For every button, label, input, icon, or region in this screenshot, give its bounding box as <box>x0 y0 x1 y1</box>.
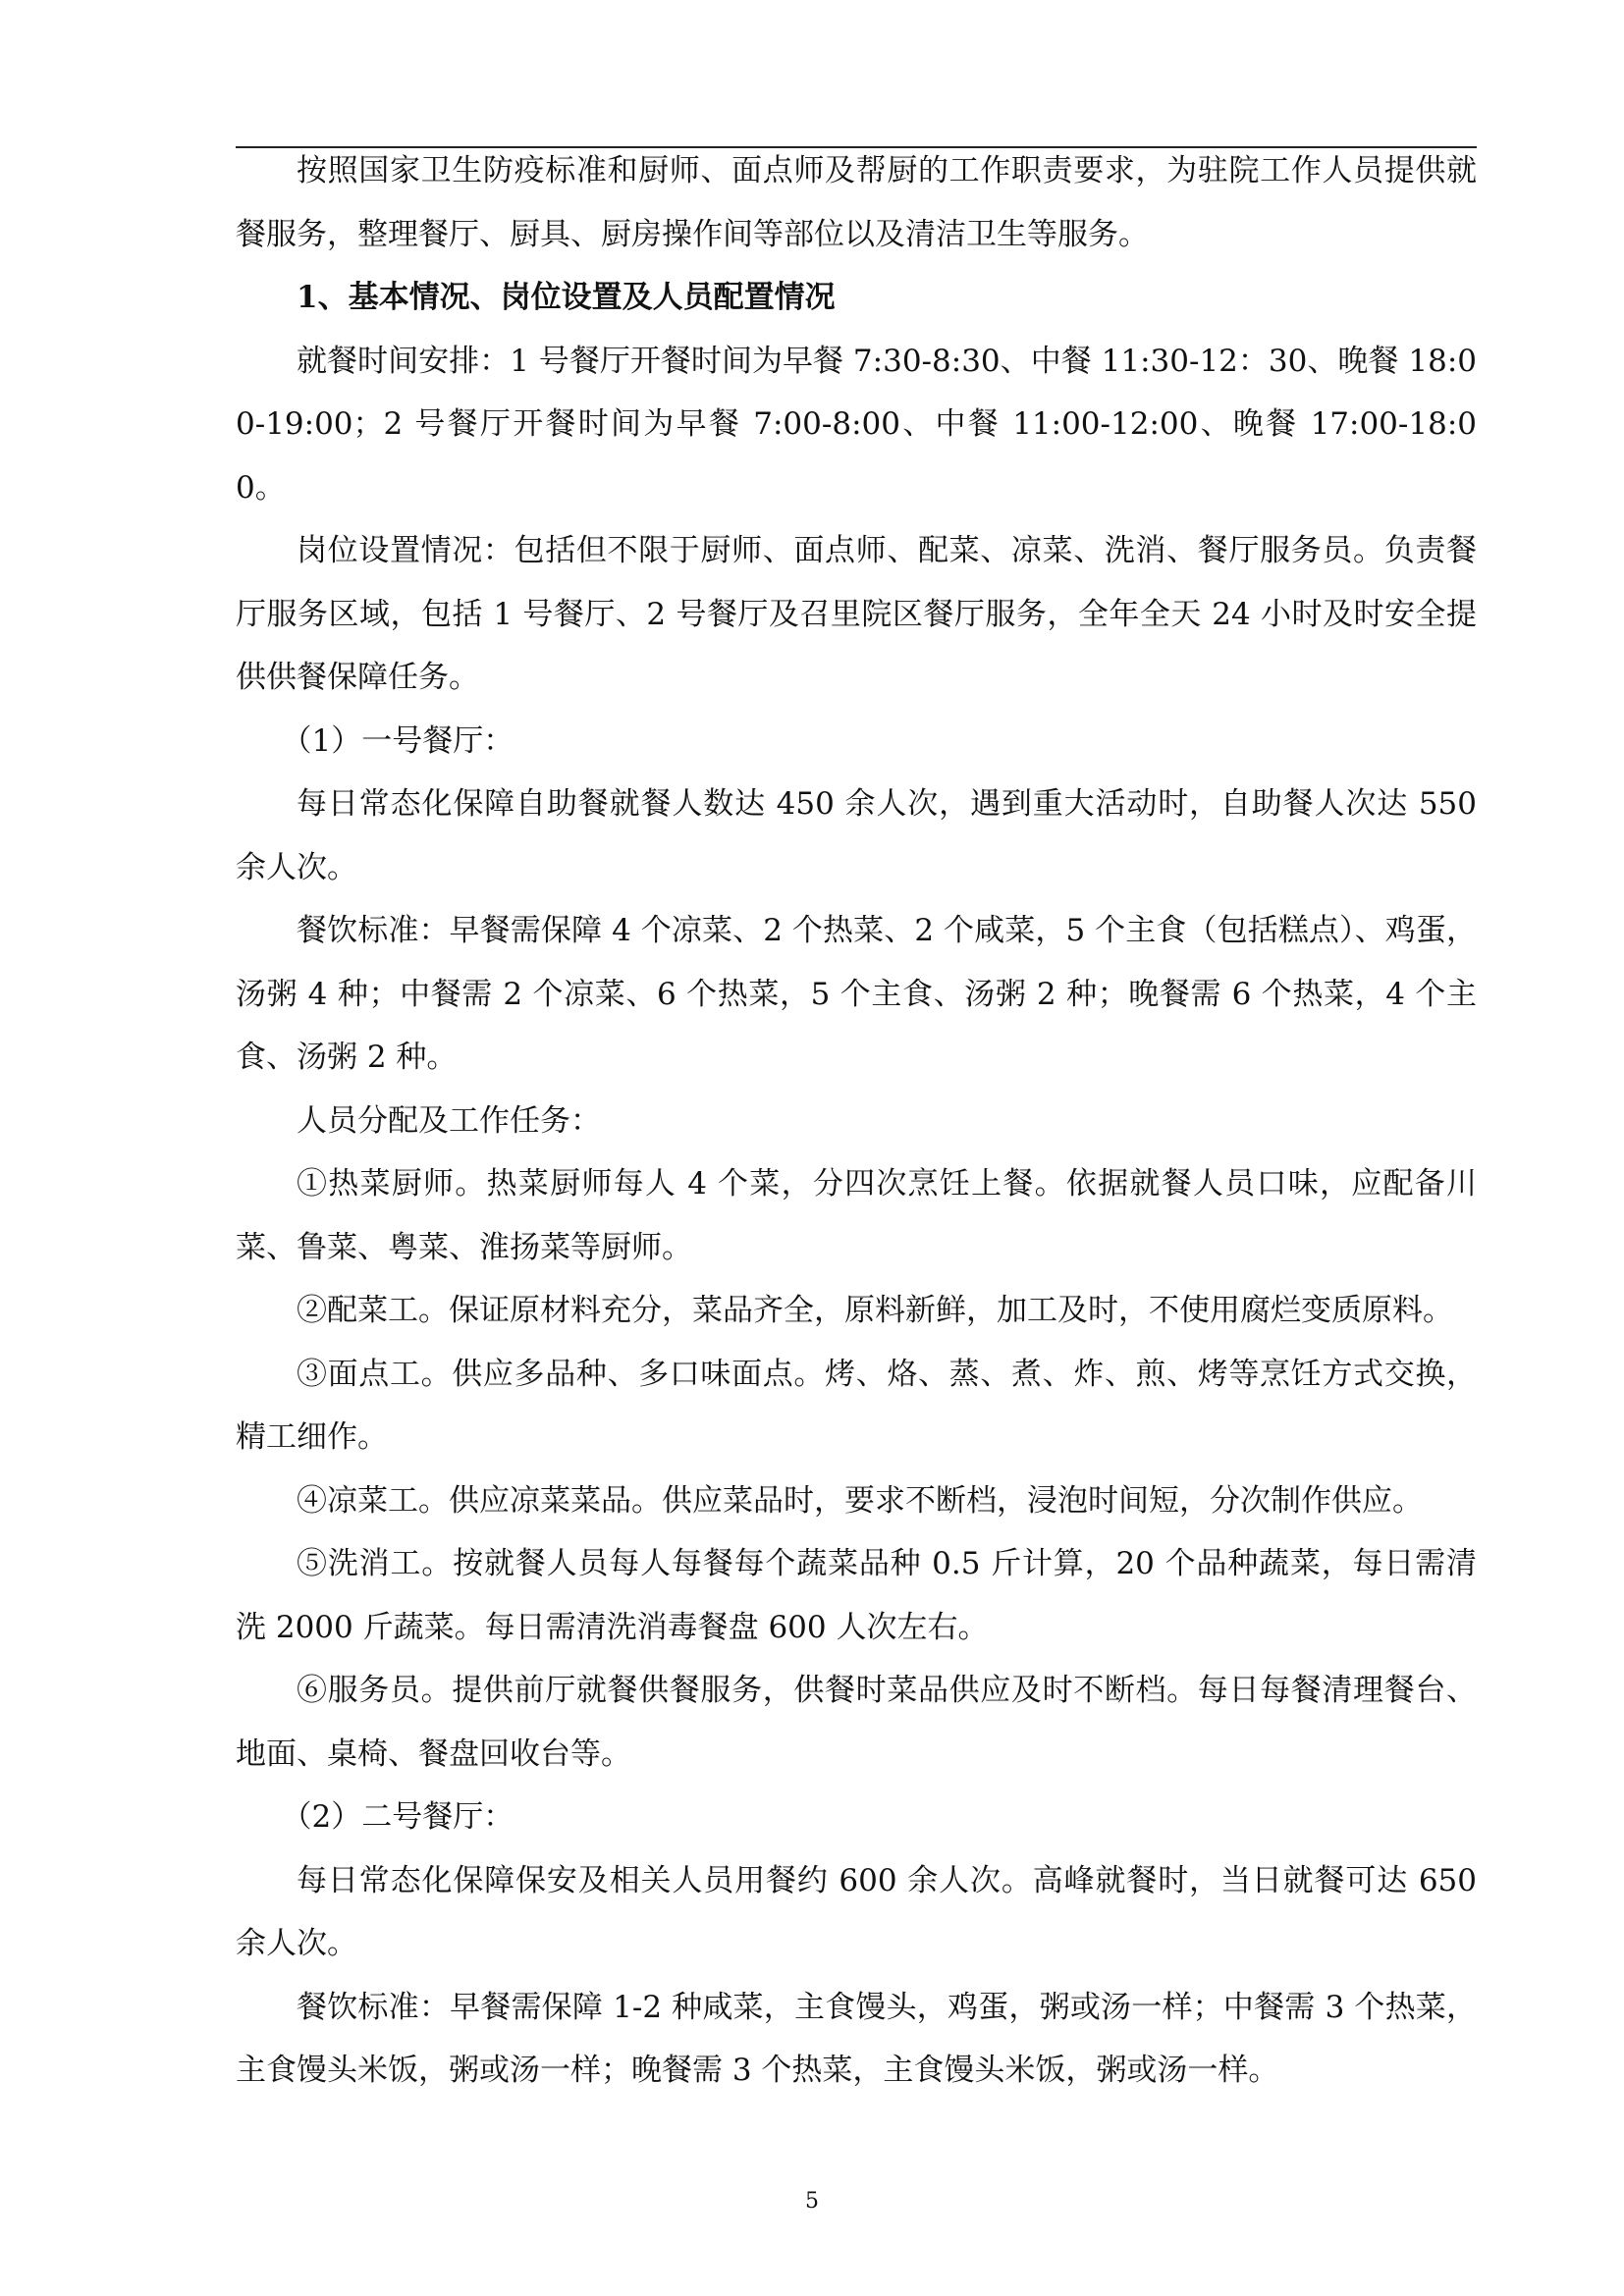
paragraph-staffing-title: 人员分配及工作任务： <box>297 1102 601 1139</box>
paragraph-positions: 岗位设置情况：包括但不限于厨师、面点师、配菜、凉菜、洗消、餐厅服务员。负责餐厅服务区域，包括 1 号餐厅、2 号餐厅及召里院区餐厅服务，全年全天 24 小时及时安全提供供餐保障任务。 <box>236 533 1477 695</box>
subheading-restaurant-2: （2）二号餐厅： <box>281 1799 514 1835</box>
body-text <box>236 139 1477 2103</box>
paragraph-restaurant-2-volume: 每日常态化保障保安及相关人员用餐约 600 余人次。高峰就餐时，当日就餐可达 650 余人次。 <box>236 1862 1477 1961</box>
paragraph-restaurant-2-standard: 餐饮标准：早餐需保障 1-2 种咸菜，主食馒头，鸡蛋，粥或汤一样；中餐需 3 个热菜，主食馒头米饭，粥或汤一样；晚餐需 3 个热菜，主食馒头米饭，粥或汤一样。 <box>236 1989 1477 2088</box>
paragraph-washing-worker: ⑤洗消工。按就餐人员每人每餐每个蔬菜品种 0.5 斤计算，20 个品种蔬菜，每日需清洗 2000 斤蔬菜。每日需清洗消毒餐盘 600 人次左右。 <box>236 1546 1477 1645</box>
paragraph-pastry-worker: ③面点工。供应多品种、多口味面点。烤、烙、蒸、煮、炸、煎、烤等烹饪方式交换，精工细作。 <box>236 1356 1477 1455</box>
paragraph-prep-worker: ②配菜工。保证原材料充分，菜品齐全，原料新鲜，加工及时，不使用腐烂变质原料。 <box>297 1293 1453 1328</box>
paragraph-meal-times: 就餐时间安排：1 号餐厅开餐时间为早餐 7:30-8:30、中餐 11:30-12：30、晚餐 18:00-19:00；2 号餐厅开餐时间为早餐 7:00-8:00、中餐 11:00-12:00、晚餐 17:00-18:00。 <box>236 343 1477 506</box>
section-heading: 1、基本情况、岗位设置及人员配置情况 <box>297 280 836 315</box>
paragraph-cold-dish-worker: ④凉菜工。供应凉菜菜品。供应菜品时，要求不断档，浸泡时间短，分次制作供应。 <box>297 1482 1423 1519</box>
paragraph-waiter: ⑥服务员。提供前厅就餐供餐服务，供餐时菜品供应及时不断档。每日每餐清理餐台、地面、桌椅、餐盘回收台等。 <box>236 1673 1477 1772</box>
paragraph-intro: 按照国家卫生防疫标准和厨师、面点师及帮厨的工作职责要求，为驻院工作人员提供就餐服务，整理餐厅、厨具、厨房操作间等部位以及清洁卫生等服务。 <box>236 153 1477 252</box>
page-number: 5 <box>805 2189 819 2214</box>
paragraph-restaurant-1-standard: 餐饮标准：早餐需保障 4 个凉菜、2 个热菜、2 个咸菜，5 个主食（包括糕点）、鸡蛋，汤粥 4 种；中餐需 2 个凉菜、6 个热菜，5 个主食、汤粥 2 种；晚餐需 6 个热菜，4 个主食、汤粥 2 种。 <box>236 913 1477 1075</box>
subheading-restaurant-1: （1）一号餐厅： <box>281 722 514 759</box>
paragraph-hot-dish-chef: ①热菜厨师。热菜厨师每人 4 个菜，分四次烹饪上餐。依据就餐人员口味，应配备川菜、鲁菜、粤菜、淮扬菜等厨师。 <box>236 1166 1477 1265</box>
paragraph-restaurant-1-volume: 每日常态化保障自助餐就餐人数达 450 余人次，遇到重大活动时，自助餐人次达 550 余人次。 <box>236 786 1477 885</box>
